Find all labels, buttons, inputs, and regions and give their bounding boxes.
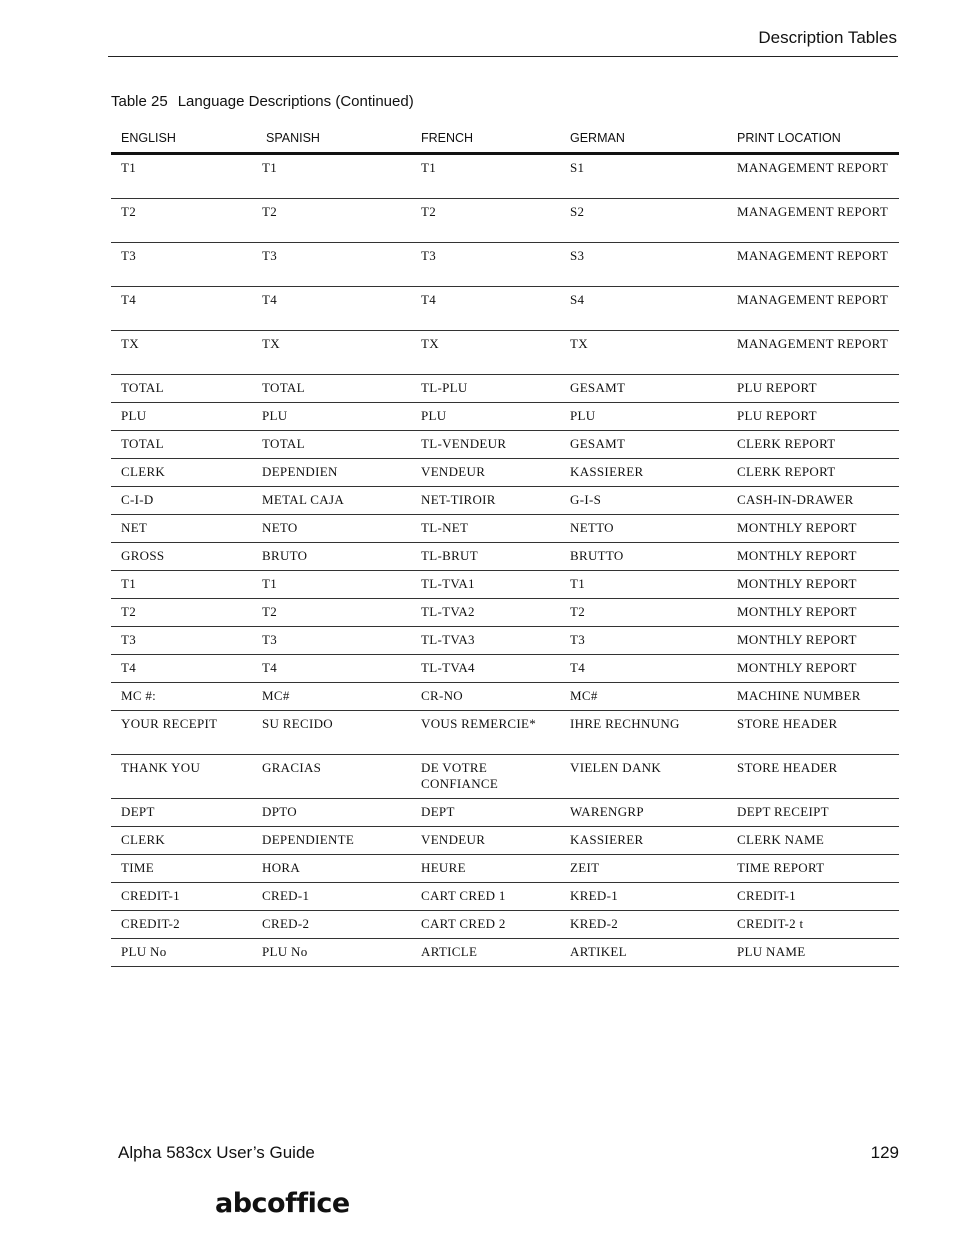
table-row — [111, 199, 899, 243]
cell-spanish: T4 — [252, 655, 411, 683]
cell-print-location: MONTHLY REPORT — [727, 543, 899, 571]
table-row — [111, 431, 899, 459]
cell-english: T3 — [111, 627, 252, 655]
footer-guide-title: Alpha 583cx User’s Guide — [118, 1143, 315, 1162]
cell-spanish: TOTAL — [252, 375, 411, 403]
cell-print-location: DEPT RECEIPT — [727, 799, 899, 827]
cell-german: KASSIERER — [560, 827, 727, 855]
cell-english: CLERK — [111, 827, 252, 855]
cell-french: TX — [411, 331, 560, 375]
cell-spanish: T3 — [252, 243, 411, 287]
cell-french: TL-VENDEUR — [411, 431, 560, 459]
table-row — [111, 939, 899, 967]
cell-spanish: GRACIAS — [252, 755, 411, 799]
cell-english: TX — [111, 331, 252, 375]
cell-spanish: TX — [252, 331, 411, 375]
column-header-german: GERMAN — [560, 124, 727, 154]
cell-print-location: CLERK REPORT — [727, 431, 899, 459]
cell-english: CLERK — [111, 459, 252, 487]
cell-french: TL-TVA4 — [411, 655, 560, 683]
cell-print-location: PLU REPORT — [727, 375, 899, 403]
table-row — [111, 911, 899, 939]
cell-spanish: T2 — [252, 199, 411, 243]
cell-french: DEPT — [411, 799, 560, 827]
cell-french: TL-TVA3 — [411, 627, 560, 655]
cell-english: YOUR RECEPIT — [111, 711, 252, 755]
cell-french: TL-NET — [411, 515, 560, 543]
cell-spanish: DEPENDIEN — [252, 459, 411, 487]
cell-english: GROSS — [111, 543, 252, 571]
column-header-spanish: SPANISH — [252, 124, 411, 154]
cell-german: BRUTTO — [560, 543, 727, 571]
cell-print-location: CLERK REPORT — [727, 459, 899, 487]
cell-spanish: PLU No — [252, 939, 411, 967]
cell-french: ARTICLE — [411, 939, 560, 967]
cell-french: TL-TVA2 — [411, 599, 560, 627]
table-row — [111, 515, 899, 543]
table-row — [111, 287, 899, 331]
table-row — [111, 571, 899, 599]
cell-english: THANK YOU — [111, 755, 252, 799]
table-row — [111, 487, 899, 515]
cell-print-location: MACHINE NUMBER — [727, 683, 899, 711]
column-header-french: FRENCH — [411, 124, 560, 154]
cell-french: T3 — [411, 243, 560, 287]
abcoffice-logo: abcoffice — [215, 1188, 350, 1219]
cell-print-location: STORE HEADER — [727, 755, 899, 799]
page-number: 129 — [870, 1143, 899, 1162]
cell-print-location: MONTHLY REPORT — [727, 627, 899, 655]
cell-english: MC #: — [111, 683, 252, 711]
cell-english: TIME — [111, 855, 252, 883]
cell-french: VENDEUR — [411, 827, 560, 855]
cell-print-location: MANAGEMENT REPORT — [727, 243, 899, 287]
cell-german: IHRE RECHNUNG — [560, 711, 727, 755]
cell-spanish: CRED-2 — [252, 911, 411, 939]
cell-french: TL-TVA1 — [411, 571, 560, 599]
column-header-english: ENGLISH — [111, 124, 252, 154]
table-row — [111, 331, 899, 375]
cell-print-location: PLU REPORT — [727, 403, 899, 431]
column-header-print-location: PRINT LOCATION — [727, 124, 899, 154]
cell-english: CREDIT-1 — [111, 883, 252, 911]
table-row — [111, 459, 899, 487]
cell-english: T4 — [111, 655, 252, 683]
cell-print-location: CREDIT-2 t — [727, 911, 899, 939]
cell-french: CR-NO — [411, 683, 560, 711]
cell-german: TX — [560, 331, 727, 375]
cell-print-location: MONTHLY REPORT — [727, 655, 899, 683]
cell-german: G-I-S — [560, 487, 727, 515]
table-row — [111, 711, 899, 755]
cell-spanish: NETO — [252, 515, 411, 543]
cell-spanish: DEPENDIENTE — [252, 827, 411, 855]
cell-french: TL-PLU — [411, 375, 560, 403]
cell-print-location: MONTHLY REPORT — [727, 599, 899, 627]
cell-french: NET-TIROIR — [411, 487, 560, 515]
section-title: Description Tables — [758, 28, 897, 47]
table-row — [111, 827, 899, 855]
cell-english: PLU No — [111, 939, 252, 967]
cell-german: S4 — [560, 287, 727, 331]
cell-german: T2 — [560, 599, 727, 627]
cell-print-location: MANAGEMENT REPORT — [727, 154, 899, 199]
cell-spanish: DPTO — [252, 799, 411, 827]
cell-spanish: MC# — [252, 683, 411, 711]
table-row — [111, 655, 899, 683]
table-header-row — [111, 124, 899, 154]
table-body — [111, 154, 899, 967]
cell-spanish: T4 — [252, 287, 411, 331]
cell-german: GESAMT — [560, 431, 727, 459]
cell-english: T1 — [111, 154, 252, 199]
cell-german: KRED-2 — [560, 911, 727, 939]
cell-english: TOTAL — [111, 375, 252, 403]
table-row — [111, 855, 899, 883]
cell-print-location: TIME REPORT — [727, 855, 899, 883]
cell-english: T2 — [111, 599, 252, 627]
cell-print-location: STORE HEADER — [727, 711, 899, 755]
cell-english: T4 — [111, 287, 252, 331]
table-row — [111, 243, 899, 287]
cell-german: KASSIERER — [560, 459, 727, 487]
cell-french: T1 — [411, 154, 560, 199]
cell-french: PLU — [411, 403, 560, 431]
cell-english: T2 — [111, 199, 252, 243]
table-row — [111, 599, 899, 627]
language-descriptions-table — [111, 124, 899, 967]
cell-english: NET — [111, 515, 252, 543]
cell-french: CART CRED 1 — [411, 883, 560, 911]
cell-print-location: MONTHLY REPORT — [727, 515, 899, 543]
cell-spanish: T1 — [252, 154, 411, 199]
cell-spanish: TOTAL — [252, 431, 411, 459]
table-row — [111, 543, 899, 571]
cell-print-location: CASH-IN-DRAWER — [727, 487, 899, 515]
cell-french: T4 — [411, 287, 560, 331]
cell-german: KRED-1 — [560, 883, 727, 911]
cell-german: ZEIT — [560, 855, 727, 883]
cell-spanish: METAL CAJA — [252, 487, 411, 515]
table-row — [111, 403, 899, 431]
cell-french: TL-BRUT — [411, 543, 560, 571]
table-row — [111, 154, 899, 199]
cell-german: S2 — [560, 199, 727, 243]
cell-english: T1 — [111, 571, 252, 599]
cell-print-location: MANAGEMENT REPORT — [727, 287, 899, 331]
cell-french: VOUS REMERCIE* — [411, 711, 560, 755]
cell-print-location: CREDIT-1 — [727, 883, 899, 911]
cell-german: T4 — [560, 655, 727, 683]
cell-german: S3 — [560, 243, 727, 287]
cell-print-location: PLU NAME — [727, 939, 899, 967]
cell-spanish: CRED-1 — [252, 883, 411, 911]
cell-french: T2 — [411, 199, 560, 243]
cell-spanish: T3 — [252, 627, 411, 655]
cell-german: NETTO — [560, 515, 727, 543]
cell-german: MC# — [560, 683, 727, 711]
cell-print-location: CLERK NAME — [727, 827, 899, 855]
cell-english: T3 — [111, 243, 252, 287]
table-row — [111, 627, 899, 655]
table-row — [111, 883, 899, 911]
cell-german: ARTIKEL — [560, 939, 727, 967]
cell-english: TOTAL — [111, 431, 252, 459]
table-row — [111, 755, 899, 799]
cell-french: CART CRED 2 — [411, 911, 560, 939]
table-row — [111, 683, 899, 711]
cell-spanish: BRUTO — [252, 543, 411, 571]
cell-german: PLU — [560, 403, 727, 431]
cell-spanish: T1 — [252, 571, 411, 599]
table-number: Table 25 — [111, 93, 168, 110]
cell-spanish: SU RECIDO — [252, 711, 411, 755]
cell-spanish: PLU — [252, 403, 411, 431]
cell-german: VIELEN DANK — [560, 755, 727, 799]
cell-french: DE VOTRE CONFIANCE — [411, 755, 560, 799]
cell-english: PLU — [111, 403, 252, 431]
cell-german: T1 — [560, 571, 727, 599]
table-caption — [111, 93, 424, 110]
cell-german: WARENGRP — [560, 799, 727, 827]
cell-print-location: MANAGEMENT REPORT — [727, 199, 899, 243]
cell-french: HEURE — [411, 855, 560, 883]
table-row — [111, 375, 899, 403]
cell-print-location: MANAGEMENT REPORT — [727, 331, 899, 375]
header-rule — [108, 56, 898, 57]
cell-english: CREDIT-2 — [111, 911, 252, 939]
cell-german: S1 — [560, 154, 727, 199]
cell-french: VENDEUR — [411, 459, 560, 487]
cell-spanish: HORA — [252, 855, 411, 883]
cell-german: T3 — [560, 627, 727, 655]
cell-print-location: MONTHLY REPORT — [727, 571, 899, 599]
cell-german: GESAMT — [560, 375, 727, 403]
cell-english: C-I-D — [111, 487, 252, 515]
cell-english: DEPT — [111, 799, 252, 827]
table-title: Language Descriptions (Continued) — [177, 93, 414, 110]
table-row — [111, 799, 899, 827]
cell-spanish: T2 — [252, 599, 411, 627]
